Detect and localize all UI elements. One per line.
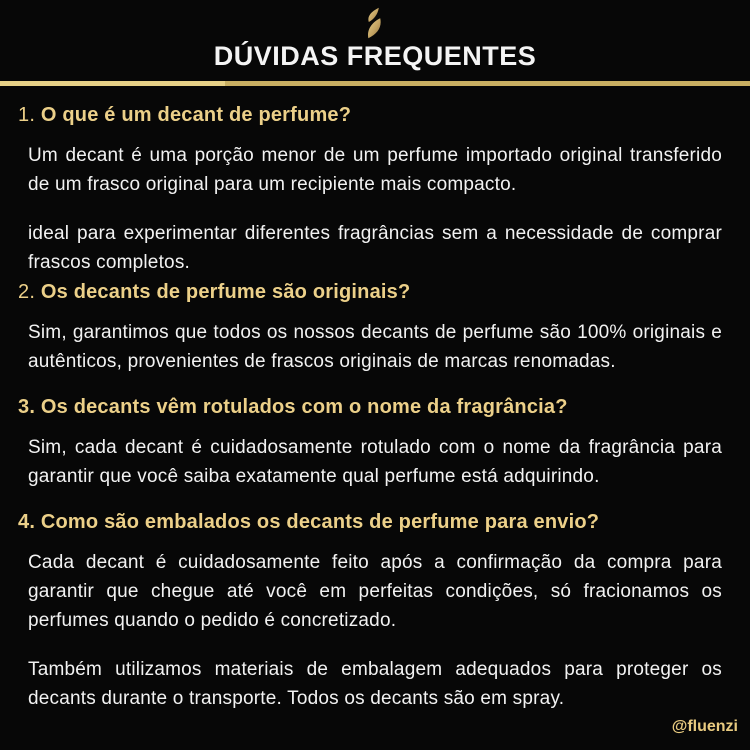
faq-question xyxy=(18,281,722,304)
faq-answer-paragraph: Um decant é uma porção menor de um perfume importado original transferido de um frasco original para um recipiente mais compacto. xyxy=(28,145,722,195)
faq-answer-paragraph: Sim, cada decant é cuidadosamente rotulado com o nome da fragrância para garantir que você saiba exatamente qual perfume está adquirindo. xyxy=(28,437,722,487)
faq-question xyxy=(18,104,722,127)
faq-question-text: O que é um decant de perfume? xyxy=(40,104,352,126)
faq-question-number: 2. xyxy=(18,281,36,303)
faq-answer-paragraph: Sim, garantimos que todos os nossos decants de perfume são 100% originais e autênticos, provenientes de frascos originais de marcas renomadas. xyxy=(28,322,722,372)
faq-item xyxy=(18,396,722,491)
faq-answer-paragraph: Também utilizamos materiais de embalagem adequados para proteger os decants durante o transporte. Todos os decants são em spray. xyxy=(28,659,722,709)
faq-item xyxy=(18,511,722,713)
faq-question-text: Os decants de perfume são originais? xyxy=(40,281,411,303)
faq-list xyxy=(0,104,750,713)
faq-answer-paragraph: Cada decant é cuidadosamente feito após a confirmação da compra para garantir que chegue até você em perfeitas condições, só fracionamos os perfumes quando o pedido é concretizado. xyxy=(28,552,722,631)
faq-question-number: 3. xyxy=(18,396,36,418)
faq-question xyxy=(18,511,722,534)
faq-question-text: Como são embalados os decants de perfume para envio? xyxy=(40,511,600,533)
faq-question xyxy=(18,396,722,419)
faq-item xyxy=(18,104,722,277)
faq-question-number: 4. xyxy=(18,511,36,533)
page-title: DÚVIDAS FREQUENTES xyxy=(213,41,537,71)
faq-item xyxy=(18,281,722,376)
brand-logo-icon xyxy=(0,6,750,40)
gold-divider-line xyxy=(0,81,750,86)
faq-answer-paragraph: ideal para experimentar diferentes fragrâncias sem a necessidade de comprar frascos completos. xyxy=(28,223,722,273)
header xyxy=(0,0,750,86)
watermark-handle: @fluenzi xyxy=(671,718,738,735)
faq-question-text: Os decants vêm rotulados com o nome da fragrância? xyxy=(40,396,568,418)
faq-question-number: 1. xyxy=(18,104,36,126)
